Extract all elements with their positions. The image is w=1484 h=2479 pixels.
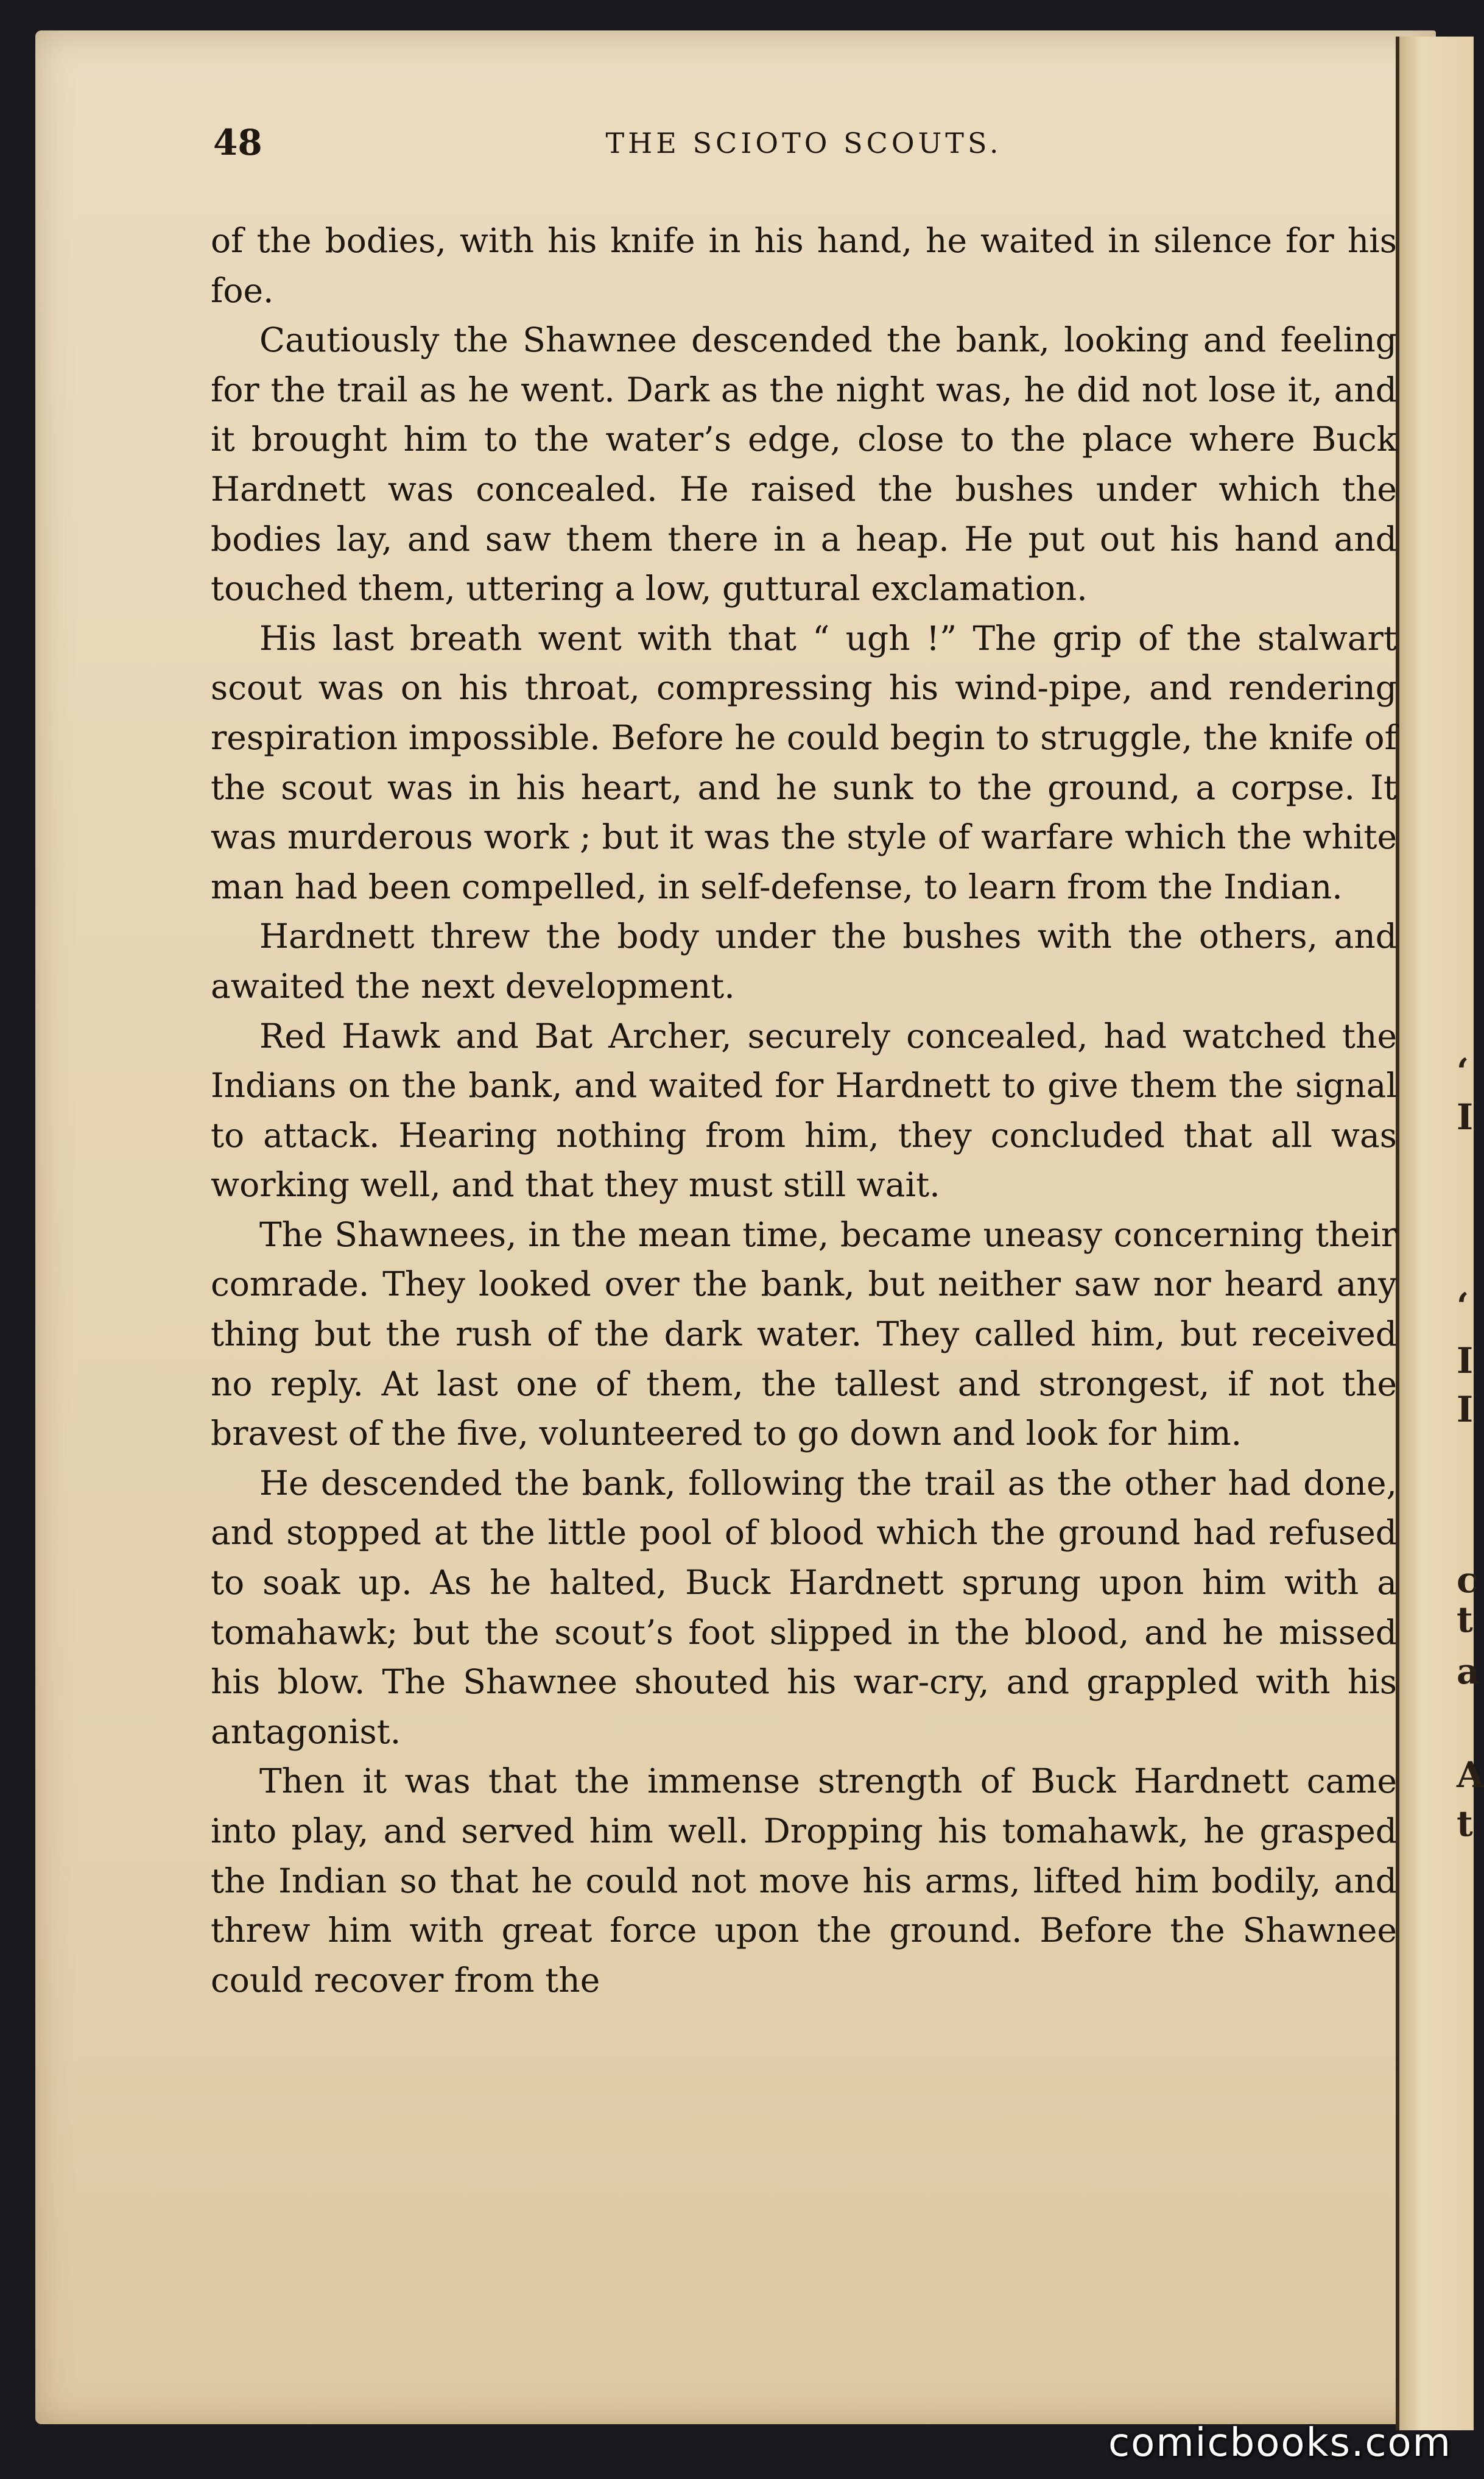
paragraph: Hardnett threw the body under the bushes with the others, and awaited the next development.: [211, 917, 1397, 1006]
next-page-edge-char: c: [1457, 1559, 1479, 1601]
running-title: THE SCIOTO SCOUTS.: [605, 127, 1002, 160]
next-page-edge-char: t: [1457, 1803, 1473, 1844]
watermark: comicbooks.com: [1108, 2421, 1452, 2466]
body-text: [211, 216, 1397, 2005]
paragraph: His last breath went with that “ ugh !” The grip of the stalwart scout was on his throat, compressing his wind-pipe, and rendering respiration impossible. Before he could begin to struggle, the knife of the scout was in his heart, and he sunk to the ground, a corpse. It was murderous work ; but it was the style of warfare which the white man had been compelled, in self-defense, to learn from the Indian.: [211, 618, 1397, 906]
paragraph: of the bodies, with his knife in his hand, he waited in silence for his foe.: [211, 221, 1397, 310]
next-page-edge-char: I: [1457, 1340, 1474, 1381]
paragraph: Cautiously the Shawnee descended the bank, looking and feeling for the trail as he went. Dark as the night was, he did not lose it, and it brought him to the water’s edge, close to the place where Buck Hardnett was concealed. He raised the bushes under which the bodies lay, and saw them there in a heap. He put out his hand and touched them, uttering a low, guttural exclamation.: [211, 320, 1397, 608]
paragraph: Then it was that the immense strength of Buck Hardnett came into play, and served him well. Dropping his tomahawk, he grasped the Indian so that he could not move his arms, lifted him bodily, and threw him with great force upon the ground. Before the Shawnee could recover from the: [211, 1761, 1397, 2000]
next-page-edge-char: A: [1457, 1754, 1484, 1796]
paragraph: The Shawnees, in the mean time, became uneasy concerning their comrade. They looked over the bank, but neither saw nor heard any thing but the rush of the dark water. They called him, but received no reply. At last one of them, the tallest and strongest, if not the bravest of the five, volunteered to go down and look for him.: [211, 1215, 1397, 1453]
next-page-edge-char: I: [1457, 1389, 1474, 1430]
paragraph: He descended the bank, following the trail as the other had done, and stopped at the little pool of blood which the ground had refused to soak up. As he halted, Buck Hardnett sprung upon him with a tomahawk; but the scout’s foot slipped in the blood, and he missed his blow. The Shawnee shouted his war-cry, and grappled with his antagonist.: [211, 1463, 1397, 1751]
page-header: [213, 122, 1394, 171]
next-page-edge: [1396, 37, 1474, 2430]
next-page-edge-char: I: [1457, 1096, 1474, 1138]
page-number: 48: [213, 122, 262, 163]
paragraph: Red Hawk and Bat Archer, securely concealed, had watched the Indians on the bank, and waited for Hardnett to give them the signal to attack. Hearing nothing from him, they concluded that all was working well, and that they must still wait.: [211, 1016, 1397, 1205]
next-page-edge-char: a: [1457, 1651, 1480, 1692]
next-page-edge-char: ‘: [1457, 1285, 1469, 1327]
next-page-edge-char: ‘: [1457, 1051, 1469, 1092]
next-page-edge-char: t: [1457, 1599, 1473, 1640]
